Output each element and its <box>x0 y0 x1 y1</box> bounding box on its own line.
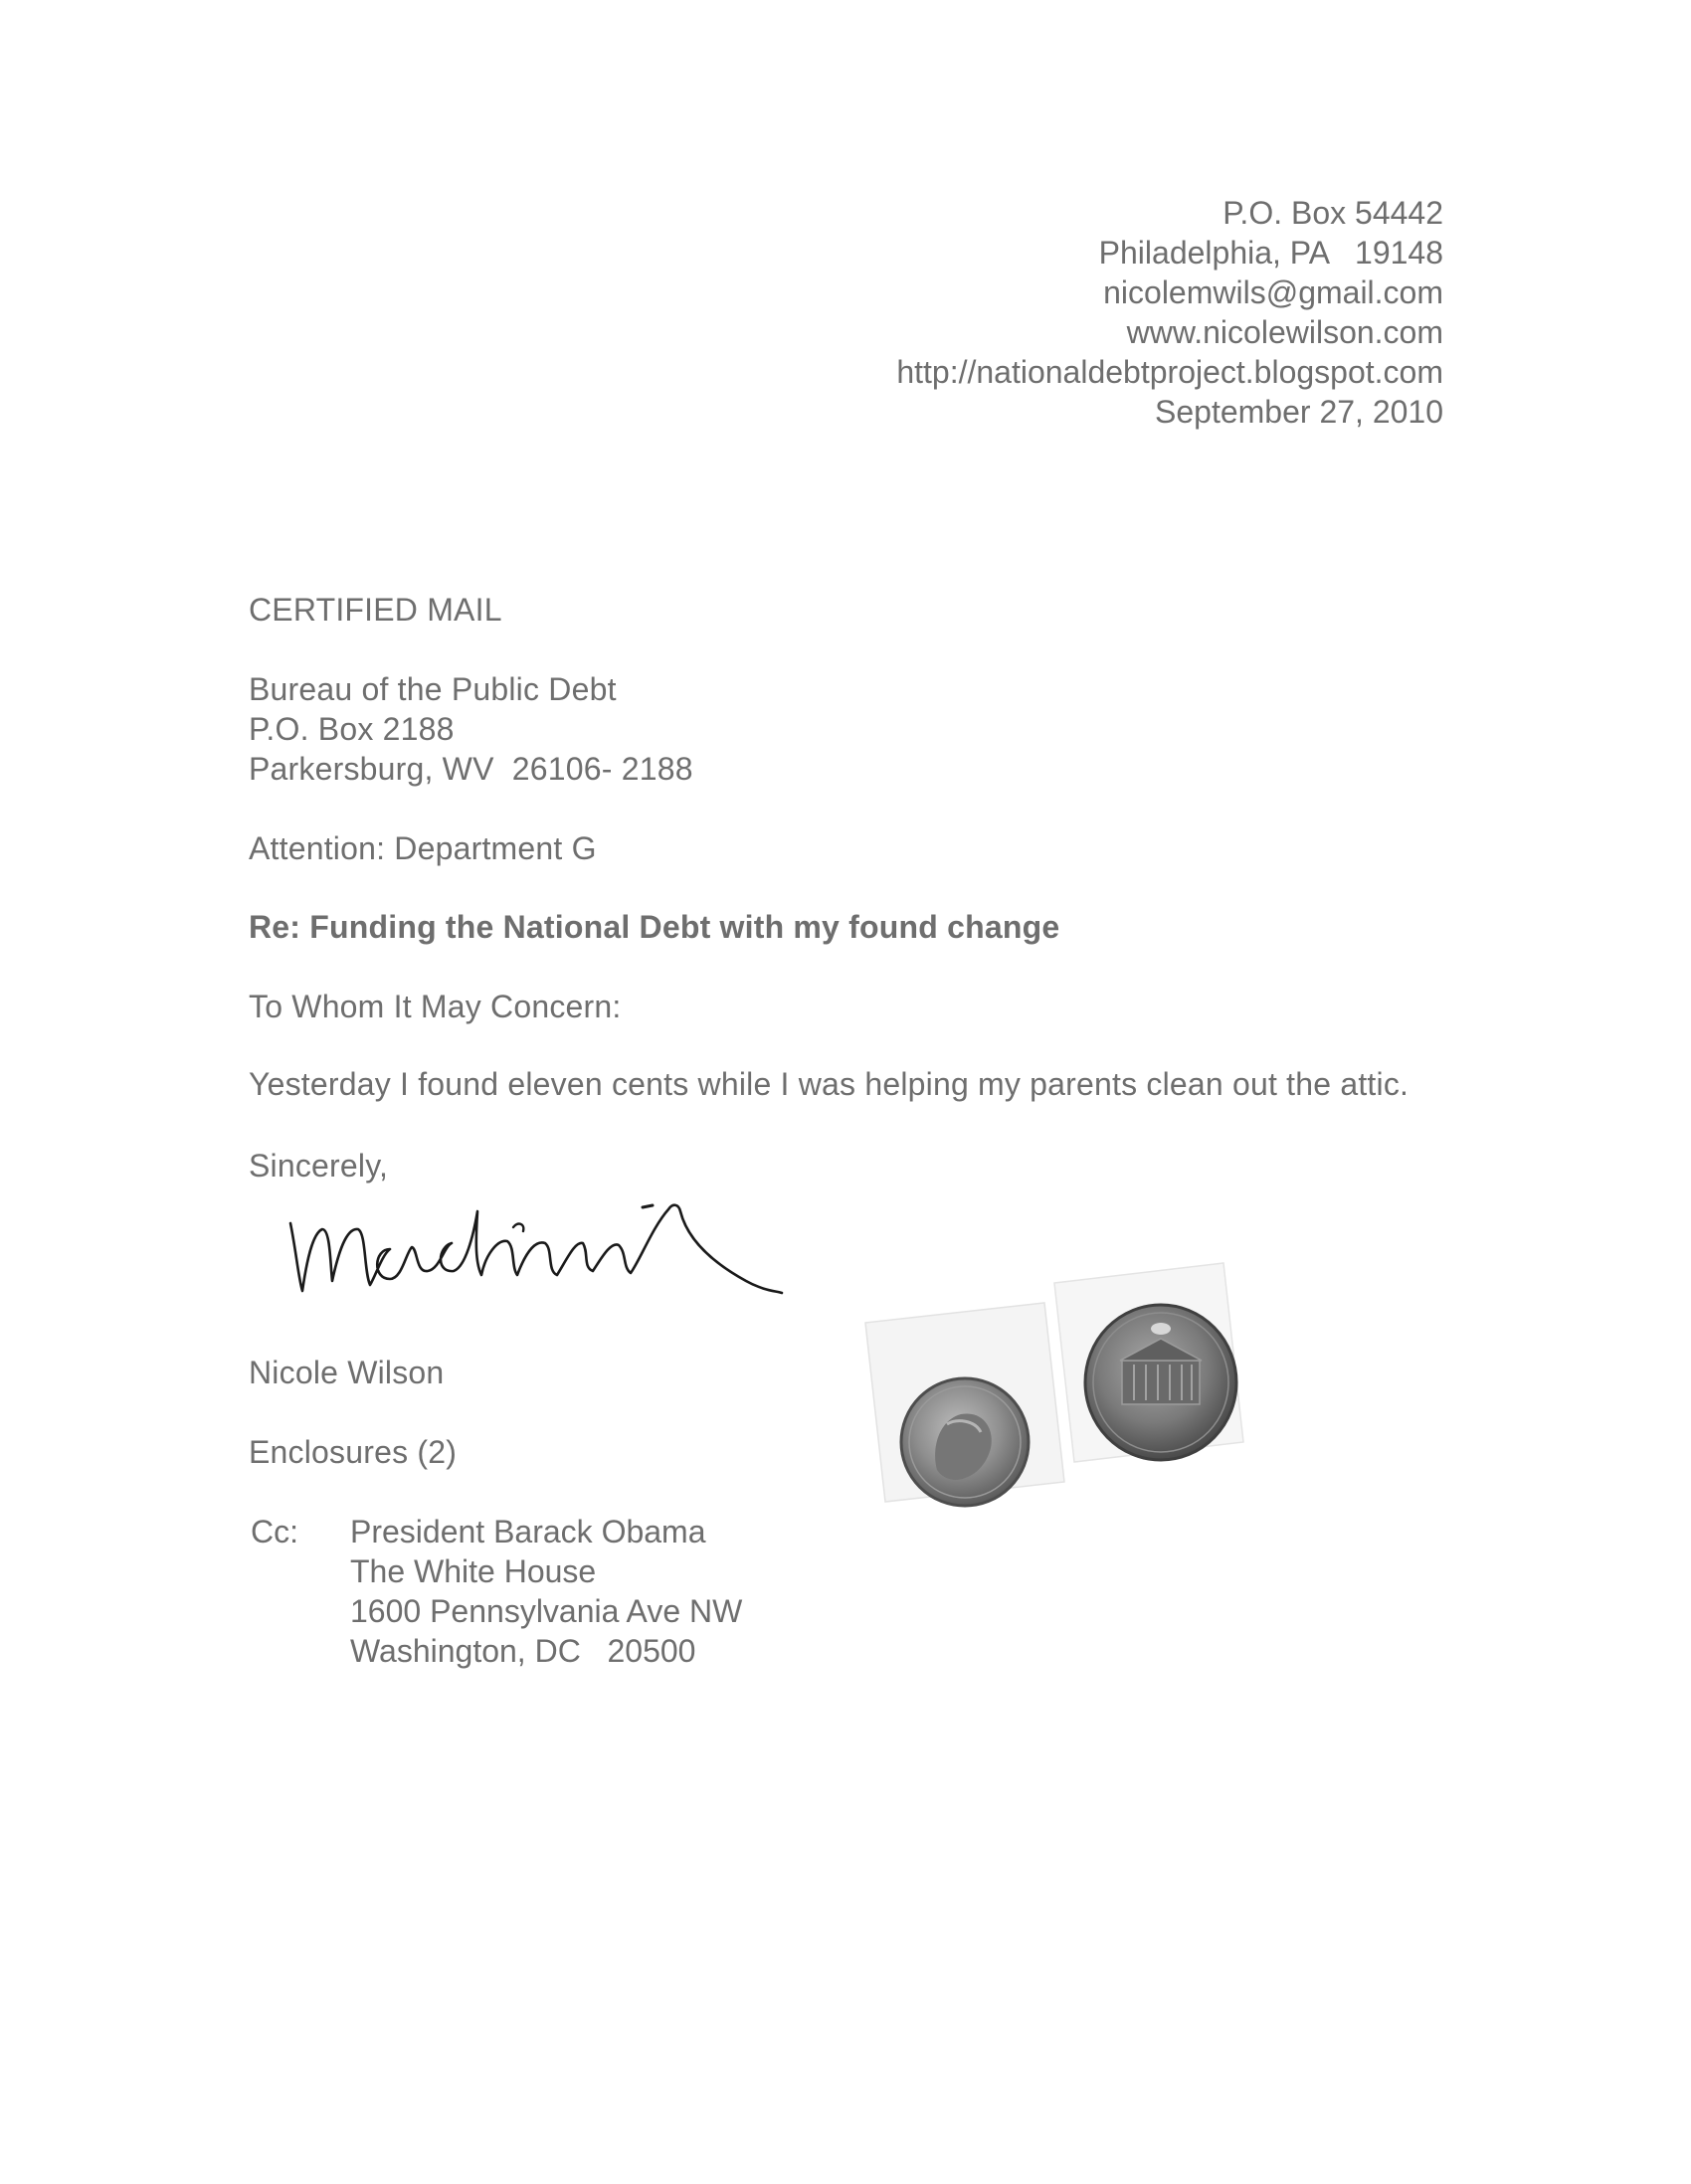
sender-website: www.nicolewilson.com <box>1126 314 1443 350</box>
cc-line: President Barack Obama <box>350 1514 706 1549</box>
enclosed-coins <box>846 1243 1363 1561</box>
recipient-name: Bureau of the Public Debt <box>249 671 617 707</box>
recipient-po-box: P.O. Box 2188 <box>249 711 455 747</box>
cc-line: The White House <box>350 1553 597 1589</box>
penny-coin <box>1085 1305 1236 1460</box>
letter-date: September 27, 2010 <box>1155 394 1443 430</box>
enclosures-note: Enclosures (2) <box>249 1434 458 1470</box>
sender-po-box: P.O. Box 54442 <box>1222 195 1443 231</box>
signer-name: Nicole Wilson <box>249 1355 445 1390</box>
handwritten-signature <box>279 1164 855 1313</box>
sender-city-state-zip: Philadelphia, PA 19148 <box>1098 235 1443 271</box>
closing: Sincerely, <box>249 1148 389 1183</box>
attention-line: Attention: Department G <box>249 830 597 866</box>
cc-line: 1600 Pennsylvania Ave NW <box>350 1593 743 1629</box>
cc-label: Cc: <box>251 1514 298 1549</box>
subject-line: Re: Funding the National Debt with my found change <box>249 909 1060 945</box>
recipient-city-state-zip: Parkersburg, WV 26106- 2188 <box>249 751 693 787</box>
sender-address-block <box>896 193 1443 432</box>
mail-type: CERTIFIED MAIL <box>249 592 502 628</box>
letter-body: Yesterday I found eleven cents while I was helping my parents clean out the attic. <box>249 1066 1409 1102</box>
sender-email: nicolemwils@gmail.com <box>1103 274 1443 310</box>
salutation: To Whom It May Concern: <box>249 989 622 1024</box>
cc-line: Washington, DC 20500 <box>350 1633 696 1669</box>
sender-blog-url: http://nationaldebtproject.blogspot.com <box>896 354 1443 390</box>
dime-coin <box>901 1378 1029 1506</box>
cc-address <box>350 1512 742 1671</box>
